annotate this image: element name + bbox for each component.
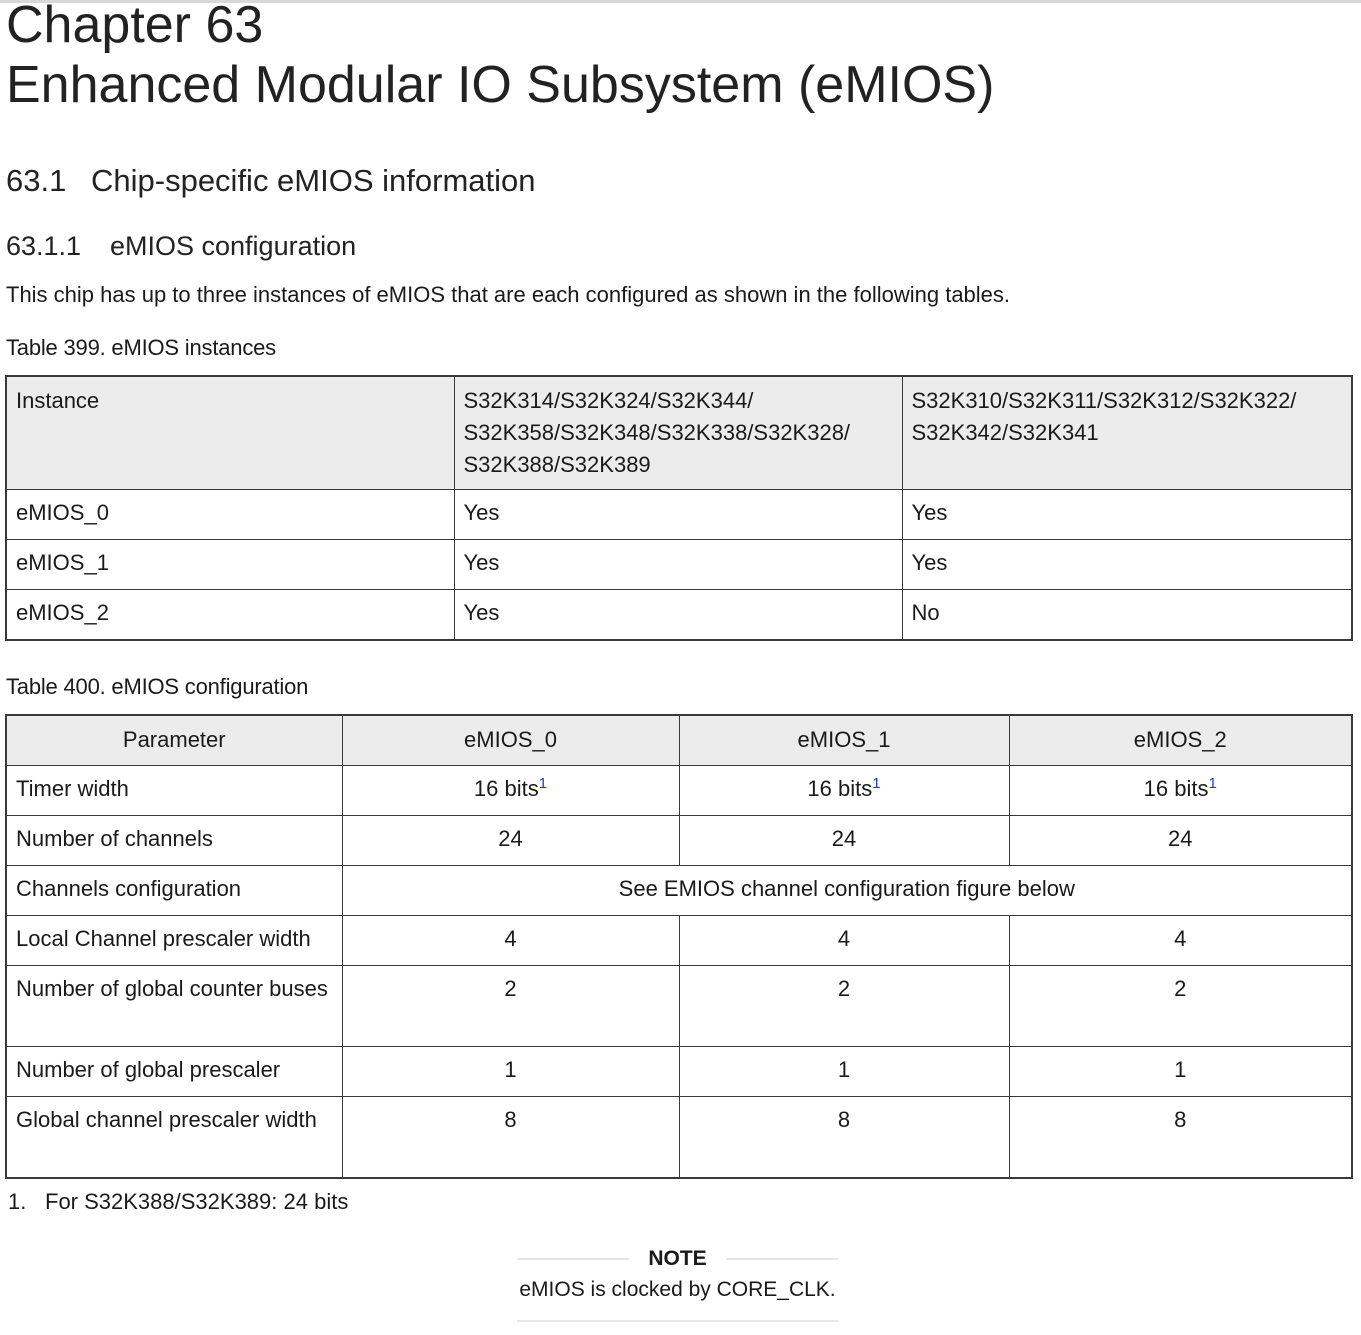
value-cell: 2 — [679, 966, 1009, 1047]
table-row — [6, 540, 1352, 590]
value-cell: 16 bits$^1$ — [679, 766, 1009, 816]
table-row — [6, 866, 1352, 916]
parameter-cell: Global channel prescaler width — [6, 1097, 342, 1179]
table-header-row — [6, 376, 1352, 490]
availability-cell: Yes — [454, 490, 902, 540]
value-cell: 24 — [1009, 816, 1352, 866]
header-emios-1: eMIOS_1 — [679, 715, 1009, 766]
table-row — [6, 590, 1352, 641]
header-emios-0: eMIOS_0 — [342, 715, 679, 766]
value-cell: 1 — [1009, 1047, 1352, 1097]
table-400-caption: Table 400. eMIOS configuration — [6, 674, 309, 699]
value-cell: 8 — [679, 1097, 1009, 1179]
availability-cell: No — [902, 590, 1352, 641]
intro-paragraph: This chip has up to three instances of eMIOS that are each configured as shown in the following tables. — [6, 282, 1011, 307]
table-row — [6, 1097, 1352, 1179]
availability-cell: Yes — [902, 490, 1352, 540]
table-row — [6, 966, 1352, 1047]
table-row — [6, 766, 1352, 816]
chapter-label: Chapter 63 — [6, 0, 264, 54]
configuration-table — [5, 714, 1353, 1179]
parameter-cell: Local Channel prescaler width — [6, 916, 342, 966]
footnote-link[interactable]: 1 — [872, 775, 881, 792]
instance-cell: eMIOS_2 — [6, 590, 454, 641]
value-cell: 16 bits$^1$ — [1009, 766, 1352, 816]
value-cell: 4 — [679, 916, 1009, 966]
availability-cell: Yes — [902, 540, 1352, 590]
footnote-link[interactable]: 1 — [1208, 775, 1217, 792]
parameter-cell: Number of global counter buses — [6, 966, 342, 1047]
availability-cell: Yes — [454, 590, 902, 641]
value-cell: 1 — [342, 1047, 679, 1097]
value-cell: 2 — [1009, 966, 1352, 1047]
footnote-link[interactable]: 1 — [538, 775, 548, 792]
table-row — [6, 490, 1352, 540]
footnote-number: 1. — [8, 1189, 27, 1214]
section-title: Chip-specific eMIOS information — [91, 163, 536, 198]
note-text: eMIOS is clocked by CORE_CLK. — [519, 1278, 836, 1301]
header-device-group-b: S32K310/S32K311/S32K312/S32K322/ S32K342/S32K341 — [902, 376, 1352, 490]
parameter-cell: Number of global prescaler — [6, 1047, 342, 1097]
note-box — [517, 1244, 838, 1322]
table-row — [6, 1047, 1352, 1097]
instance-cell: eMIOS_1 — [6, 540, 454, 590]
value-cell: 1 — [679, 1047, 1009, 1097]
subsection-title: eMIOS configuration — [110, 231, 357, 261]
footnote — [8, 1188, 348, 1216]
availability-cell: Yes — [454, 540, 902, 590]
table-header-row — [6, 715, 1352, 766]
table-row — [6, 816, 1352, 866]
value-cell: 24 — [342, 816, 679, 866]
instances-table — [5, 375, 1353, 641]
note-label: NOTE — [648, 1247, 707, 1270]
table-row — [6, 916, 1352, 966]
value-cell: 2 — [342, 966, 679, 1047]
subsection-heading — [6, 229, 356, 263]
subsection-number: 63.1.1 — [6, 231, 82, 261]
footnote-text: For S32K388/S32K389: 24 bits — [45, 1189, 349, 1214]
merged-value-cell: See EMIOS channel configuration figure below — [342, 866, 1352, 916]
section-number: 63.1 — [6, 163, 67, 198]
value-cell: 4 — [342, 916, 679, 966]
note-header — [517, 1244, 838, 1274]
value-cell: 16 bits$^1$ — [342, 766, 679, 816]
header-parameter: Parameter — [6, 715, 342, 766]
parameter-cell: Number of channels — [6, 816, 342, 866]
header-emios-2: eMIOS_2 — [1009, 715, 1352, 766]
instance-cell: eMIOS_0 — [6, 490, 454, 540]
parameter-cell: Timer width — [6, 766, 342, 816]
value-cell: 4 — [1009, 916, 1352, 966]
chapter-title: Enhanced Modular IO Subsystem (eMIOS) — [6, 56, 995, 114]
table-399-caption: Table 399. eMIOS instances — [6, 335, 276, 360]
value-cell: 8 — [1009, 1097, 1352, 1179]
value-cell: 8 — [342, 1097, 679, 1179]
header-instance: Instance — [6, 376, 454, 490]
note-bottom-rule — [517, 1320, 838, 1322]
value-cell: 24 — [679, 816, 1009, 866]
section-heading — [6, 162, 536, 200]
parameter-cell: Channels configuration — [6, 866, 342, 916]
header-device-group-a: S32K314/S32K324/S32K344/ S32K358/S32K348/S32K338/S32K328/ S32K388/S32K389 — [454, 376, 902, 490]
